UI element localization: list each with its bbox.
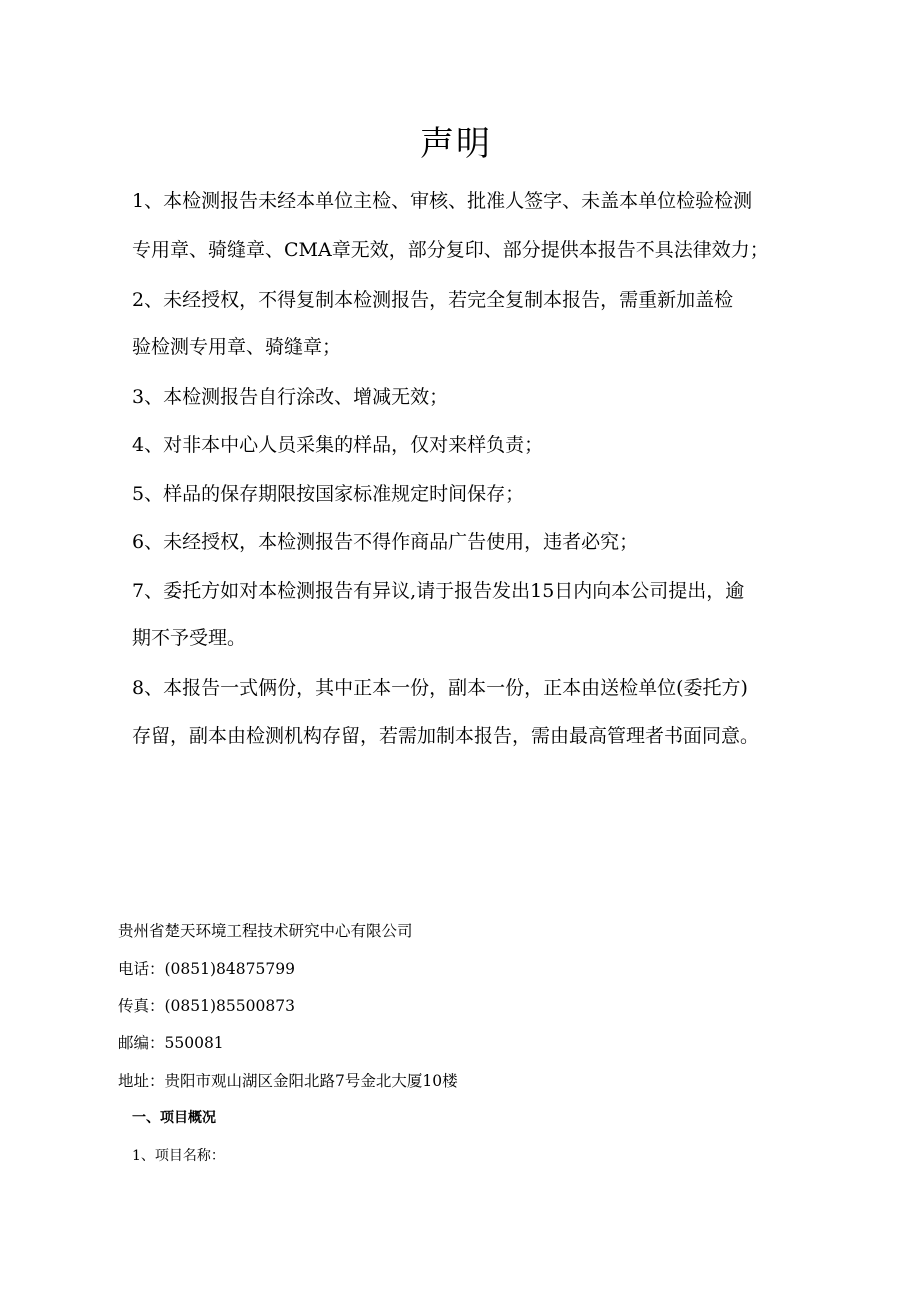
page-title: 声明 bbox=[420, 124, 492, 164]
statement-line: 4、对非本中心人员采集的样品，仅对来样负责； bbox=[132, 434, 544, 456]
statement-line: 2、未经授权，不得复制本检测报告，若完全复制本报告，需重新加盖检 bbox=[132, 289, 734, 311]
section-heading: 一、项目概况 bbox=[132, 1110, 216, 1126]
statement-line: 存留，副本由检测机构存留，若需加制本报告，需由最高管理者书面同意。 bbox=[132, 725, 760, 747]
company-name: 贵州省楚天环境工程技术研究中心有限公司 bbox=[118, 922, 413, 940]
statement-line: 专用章、骑缝章、CMA章无效，部分复印、部分提供本报告不具法律效力； bbox=[132, 239, 769, 261]
statement-line: 3、本检测报告自行涂改、增减无效； bbox=[132, 386, 449, 408]
statement-line: 1、本检测报告未经本单位主检、审核、批准人签字、未盖本单位检验检测 bbox=[132, 190, 753, 212]
statement-line: 期不予受理。 bbox=[132, 627, 247, 649]
address: 地址：贵阳市观山湖区金阳北路7号金北大厦10楼 bbox=[118, 1072, 458, 1090]
section-item: 1、项目名称： bbox=[132, 1148, 225, 1164]
fax-number: 传真：(0851)85500873 bbox=[118, 997, 295, 1015]
phone-number: 电话：(0851)84875799 bbox=[118, 960, 295, 978]
statement-line: 8、本报告一式俩份，其中正本一份，副本一份，正本由送检单位(委托方) bbox=[132, 677, 748, 699]
statement-line: 5、样品的保存期限按国家标准规定时间保存； bbox=[132, 483, 525, 505]
statement-line: 验检测专用章、骑缝章； bbox=[132, 336, 342, 358]
postcode: 邮编：550081 bbox=[118, 1034, 224, 1052]
statement-line: 6、未经授权，本检测报告不得作商品广告使用，违者必究； bbox=[132, 531, 639, 553]
statement-line: 7、委托方如对本检测报告有异议,请于报告发出15日内向本公司提出，逾 bbox=[132, 580, 745, 602]
